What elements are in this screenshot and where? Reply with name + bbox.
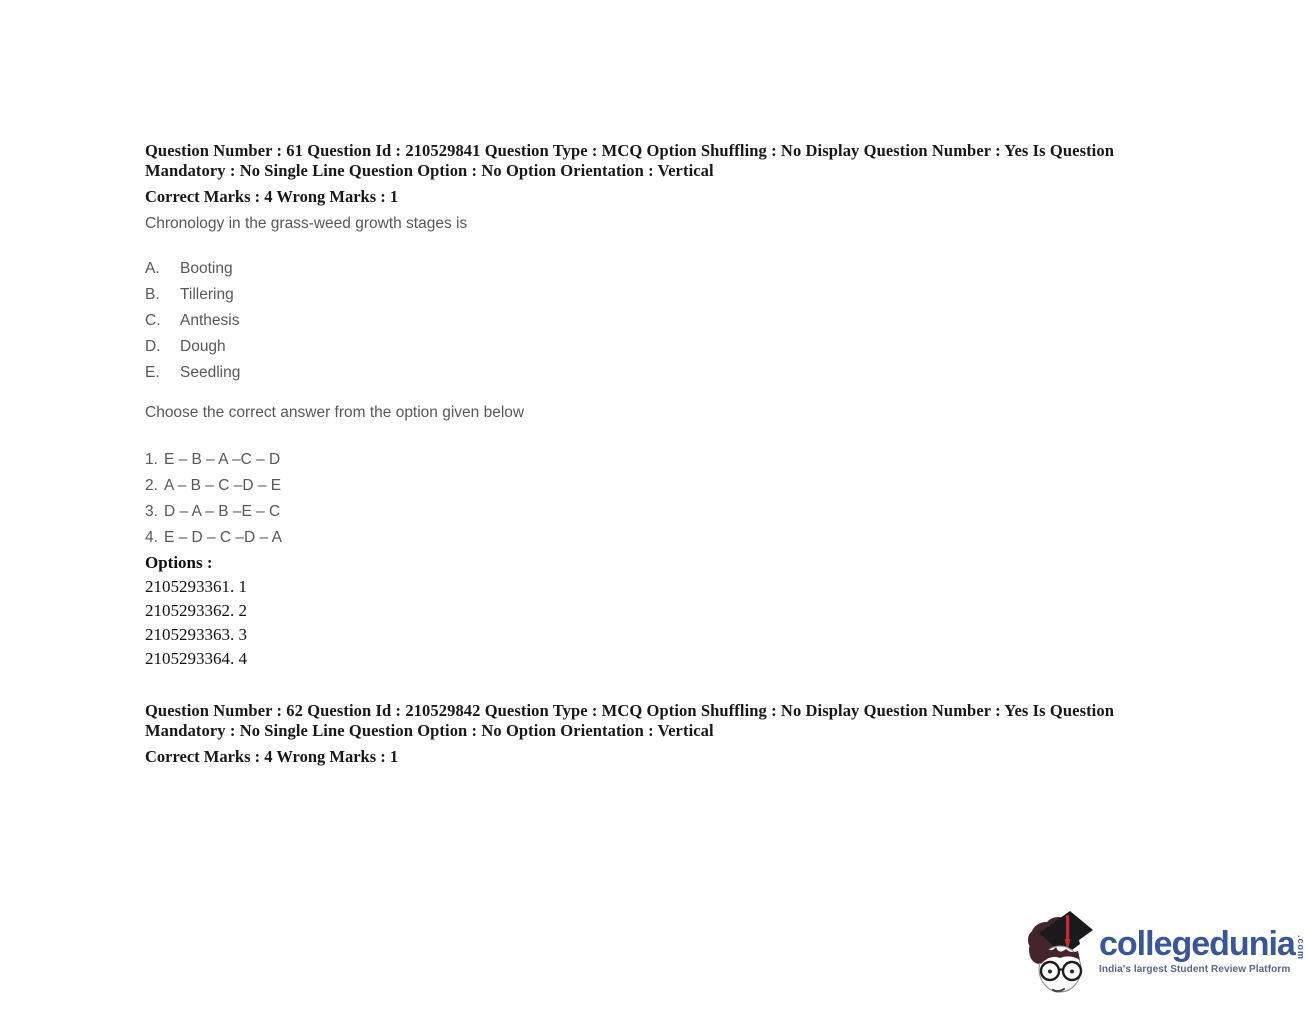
question-61-header-line1: Question Number : 61 Question Id : 210529841 Question Type : MCQ Option Shuffling : No Display Question Number : Yes Is Question: [145, 141, 1114, 160]
options-heading: Options :: [145, 553, 213, 572]
answer-number: 1.: [145, 451, 158, 468]
option-id: 2105293362.: [145, 601, 235, 620]
answer-row: [145, 473, 1160, 499]
graduate-boy-mascot-icon: [1026, 906, 1094, 996]
question-62-marks: Correct Marks : 4 Wrong Marks : 1: [145, 747, 399, 766]
question-61-marks: Correct Marks : 4 Wrong Marks : 1: [145, 187, 399, 206]
option-id-row: [145, 647, 1160, 671]
option-id-value: 3: [238, 625, 247, 644]
question-62-block: [145, 701, 1160, 767]
answer-text: D – A – B –E – C: [163, 503, 281, 520]
question-61-header-line2: Mandatory : No Single Line Question Option : No Option Orientation : Vertical: [145, 161, 714, 180]
answer-number: 2.: [145, 477, 158, 494]
option-id: 2105293363.: [145, 625, 235, 644]
choice-row: [145, 308, 1160, 334]
brand-tagline: India's largest Student Review Platform: [1099, 964, 1291, 975]
question-62-header-line2: Mandatory : No Single Line Question Option : No Option Orientation : Vertical: [145, 721, 714, 740]
question-61-answer-options: [145, 447, 1160, 551]
choice-row: [145, 360, 1160, 386]
choice-text: Anthesis: [180, 312, 240, 329]
question-61-choices: [145, 256, 1160, 386]
answer-row: [145, 499, 1160, 525]
option-id: 2105293364.: [145, 649, 235, 668]
logo-text-block: [1099, 906, 1306, 975]
choice-row: [145, 256, 1160, 282]
questions-content: [145, 141, 1160, 767]
answer-text: E – D – C –D – A: [163, 529, 282, 546]
option-id-value: 2: [238, 601, 247, 620]
question-61-option-ids: [145, 575, 1160, 671]
option-id-row: [145, 599, 1160, 623]
collegedunia-logo: [1026, 906, 1306, 996]
question-62-header-line1: Question Number : 62 Question Id : 210529842 Question Type : MCQ Option Shuffling : No Display Question Number : Yes Is Question: [145, 701, 1114, 720]
answer-row: [145, 447, 1160, 473]
answer-number: 4.: [145, 529, 158, 546]
choice-label: D.: [145, 338, 161, 355]
option-id: 2105293361.: [145, 577, 235, 596]
answer-row: [145, 525, 1160, 551]
choice-label: E.: [145, 364, 160, 381]
brand-row: [1099, 927, 1306, 961]
choice-text: Tillering: [180, 286, 234, 303]
question-61-block: [145, 141, 1160, 671]
option-id-value: 4: [238, 649, 247, 668]
answer-text: A – B – C –D – E: [163, 477, 282, 494]
question-61-instruction: Choose the correct answer from the option given below: [145, 404, 525, 421]
brand-tld: .com: [1295, 935, 1306, 961]
choice-label: C.: [145, 312, 161, 329]
option-id-row: [145, 575, 1160, 599]
choice-text: Dough: [180, 338, 226, 355]
question-61-text: Chronology in the grass-weed growth stages is: [145, 215, 468, 232]
choice-row: [145, 334, 1160, 360]
choice-label: A.: [145, 260, 160, 277]
choice-row: [145, 282, 1160, 308]
choice-text: Seedling: [180, 364, 241, 381]
brand-name: collegedunia: [1099, 925, 1295, 963]
choice-text: Booting: [180, 260, 233, 277]
answer-number: 3.: [145, 503, 158, 520]
answer-text: E – B – A –C – D: [163, 451, 281, 468]
option-id-value: 1: [238, 577, 247, 596]
choice-label: B.: [145, 286, 160, 303]
option-id-row: [145, 623, 1160, 647]
